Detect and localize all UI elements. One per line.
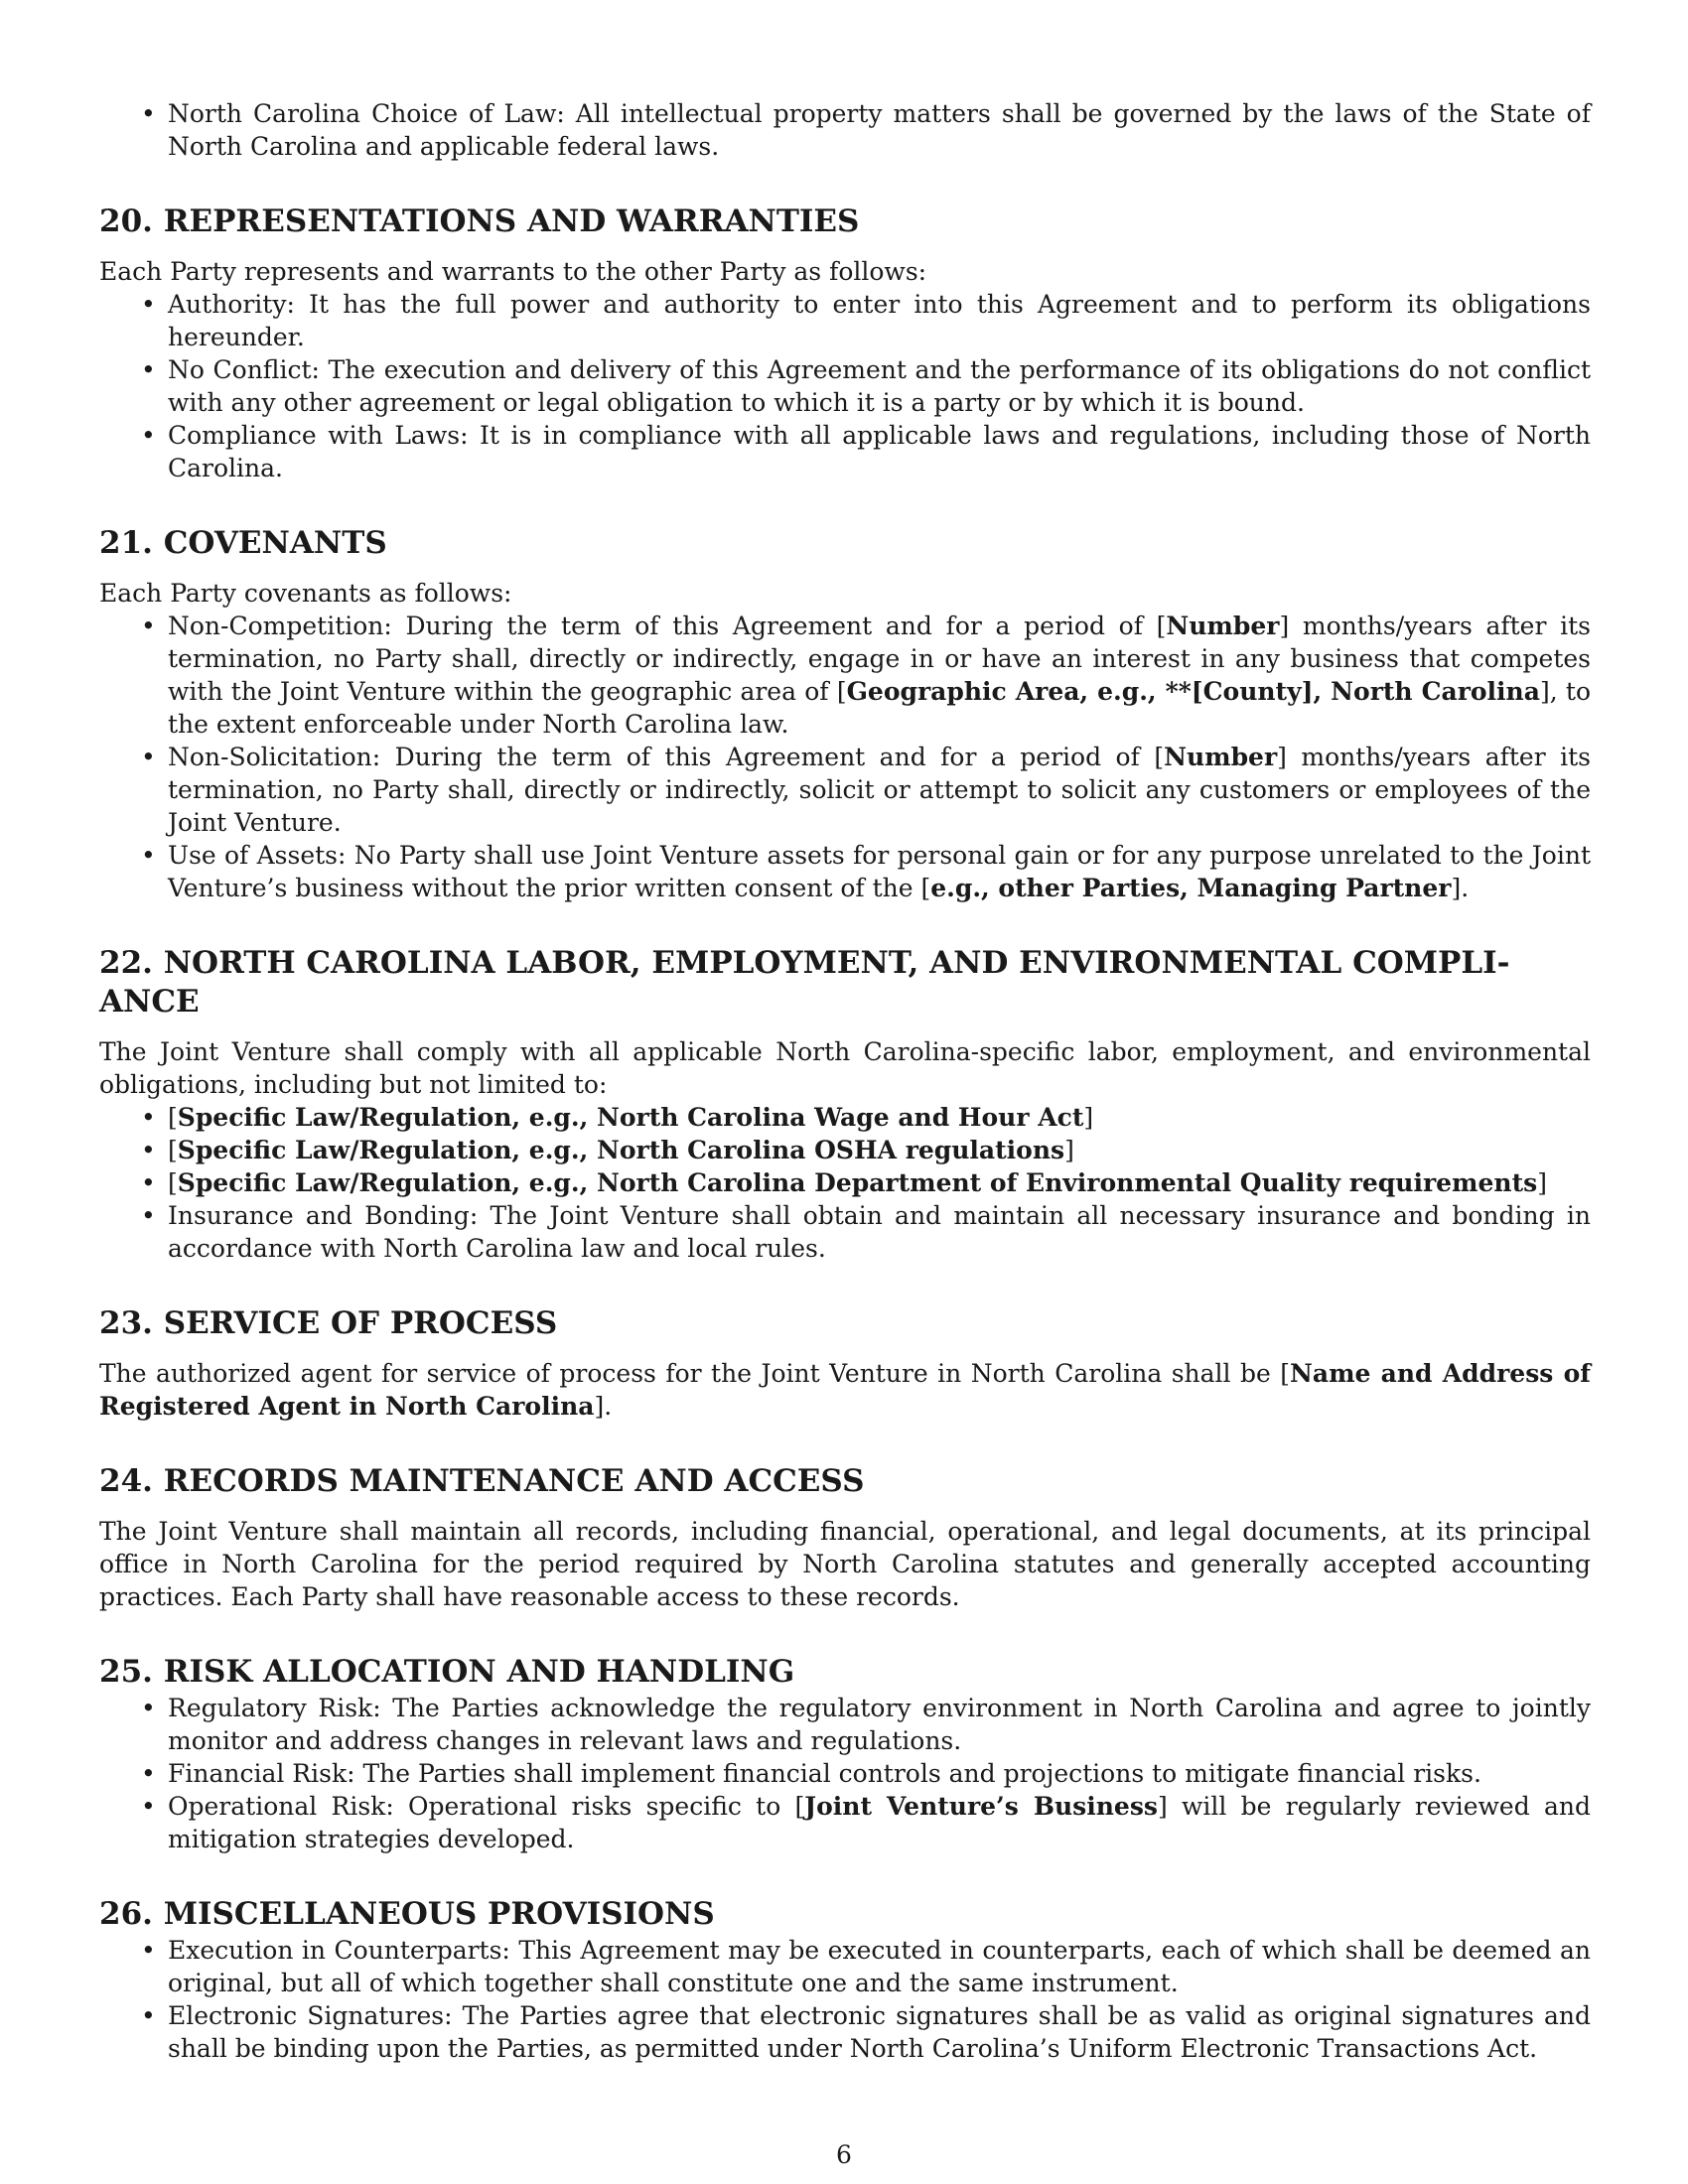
list-item: • Execution in Counterparts: This Agreement may be executed in counterparts, each of which shall be deemed an original, but all of which together shall constitute one and the same instrument. [168, 1934, 1591, 1999]
section-23-title: 23. SERVICE OF PROCESS [99, 1305, 558, 1341]
placeholder-text: Geographic Area, e.g., **[County], North Carolina [846, 677, 1540, 706]
placeholder-text: Specific Law/Regulation, e.g., North Carolina Wage and Hour Act [177, 1103, 1084, 1132]
text-run: ] months/years after its termination, no Party shall, directly or indirectly, engage in or have an interest in any business that competes with the Joint Venture within the geographic area of [ [168, 612, 1591, 706]
ip-list [99, 97, 1591, 163]
text-run: ] will be regularly reviewed and mitigation strategies developed. [168, 1792, 1591, 1853]
document-page [99, 97, 1591, 2065]
section-24-title: 24. RECORDS MAINTENANCE AND ACCESS [99, 1463, 865, 1499]
list-item: • Financial Risk: The Parties shall implement financial controls and projections to mitigate financial risks. [168, 1757, 1591, 1790]
list-item: • [Specific Law/Regulation, e.g., North Carolina OSHA regulations] [168, 1134, 1591, 1166]
list-item [168, 839, 1591, 904]
text-run: ], to the extent enforceable under North Carolina law. [168, 677, 1591, 739]
placeholder-text: e.g., other Parties, Managing Partner [930, 874, 1452, 902]
text-run: Non-Competition: During the term of this Agreement and for a period of [ [168, 612, 1167, 640]
list-item: • Electronic Signatures: The Parties agree that electronic signatures shall be as valid as original signatures and shall be binding upon the Parties, as permitted under North Carolina’s Uniform Electronic Transactions Act. [168, 1999, 1591, 2065]
placeholder-text: Specific Law/Regulation, e.g., North Carolina OSHA regulations [177, 1136, 1065, 1164]
list-item: • Insurance and Bonding: The Joint Venture shall obtain and maintain all necessary insurance and bonding in accordance with North Carolina law and local rules. [168, 1199, 1591, 1265]
placeholder-text: Number [1166, 612, 1280, 640]
list-item: • Regulatory Risk: The Parties acknowledge the regulatory environment in North Carolina and agree to jointly monitor and address changes in relevant laws and regulations. [168, 1692, 1591, 1757]
section-22-title: 22. NORTH CAROLINA LABOR, EMPLOYMENT, AND ENVIRONMENTAL COMPLI-ANCE [99, 945, 1510, 1020]
section-23-body [99, 1357, 1591, 1423]
list-item: • No Conflict: The execution and delivery of this Agreement and the performance of its obligations do not conflict with any other agreement or legal obligation to which it is a party or by which it is bound. [168, 353, 1591, 419]
placeholder-text: Specific Law/Regulation, e.g., North Carolina Department of Environmental Quality requirements [177, 1168, 1538, 1197]
list-item: • [Specific Law/Regulation, e.g., North Carolina Department of Environmental Quality requirements] [168, 1166, 1591, 1199]
list-item: • Compliance with Laws: It is in compliance with all applicable laws and regulations, including those of North Carolina. [168, 419, 1591, 484]
section-22-list [99, 1101, 1591, 1265]
section-20-intro: Each Party represents and warrants to the other Party as follows: [99, 257, 927, 286]
section-20-list [99, 288, 1591, 484]
placeholder-text: Number [1164, 743, 1278, 771]
section-25-list [99, 1692, 1591, 1855]
list-item: • [Specific Law/Regulation, e.g., North Carolina Wage and Hour Act] [168, 1101, 1591, 1134]
placeholder-text: Name and Address of Registered Agent in North Carolina [99, 1359, 1591, 1421]
list-item: • North Carolina Choice of Law: All intellectual property matters shall be governed by the laws of the State of North Carolina and applicable federal laws. [168, 97, 1591, 163]
section-22-intro: The Joint Venture shall comply with all applicable North Carolina-specific labor, employment, and environmental obligations, including but not limited to: [99, 1037, 1591, 1099]
text-run: ]. [594, 1392, 613, 1421]
list-item [168, 741, 1591, 839]
list-item [168, 1790, 1591, 1855]
page-number: 6 [836, 2140, 852, 2169]
text-run: ] months/years after its termination, no Party shall, directly or indirectly, solicit or attempt to solicit any customers or employees of the Joint Venture. [168, 743, 1591, 837]
section-21-list [99, 610, 1591, 904]
section-25-title: 25. RISK ALLOCATION AND HANDLING [99, 1654, 795, 1690]
section-21-title: 21. COVENANTS [99, 525, 387, 561]
placeholder-text: Joint Venture’s Business [804, 1792, 1158, 1821]
section-26-list [99, 1934, 1591, 2065]
text-run: Use of Assets: No Party shall use Joint Venture assets for personal gain or for any purpose unrelated to the Joint Venture’s business without the prior written consent of the [ [168, 841, 1591, 902]
section-24-body: The Joint Venture shall maintain all records, including financial, operational, and legal documents, at its principal office in North Carolina for the period required by North Carolina statutes and generally accepted accounting practices. Each Party shall have reasonable access to these records. [99, 1517, 1591, 1611]
section-26-title: 26. MISCELLANEOUS PROVISIONS [99, 1896, 715, 1932]
text-run: Operational Risk: Operational risks specific to [ [168, 1792, 805, 1821]
text-run: The authorized agent for service of process for the Joint Venture in North Carolina shall be [ [99, 1359, 1291, 1388]
text-run: ]. [1451, 874, 1470, 902]
list-item [168, 610, 1591, 741]
section-20-title: 20. REPRESENTATIONS AND WARRANTIES [99, 204, 860, 239]
section-21-intro: Each Party covenants as follows: [99, 579, 512, 608]
text-run: Non-Solicitation: During the term of this Agreement and for a period of [ [168, 743, 1165, 771]
list-item: • Authority: It has the full power and authority to enter into this Agreement and to perform its obligations hereunder. [168, 288, 1591, 353]
